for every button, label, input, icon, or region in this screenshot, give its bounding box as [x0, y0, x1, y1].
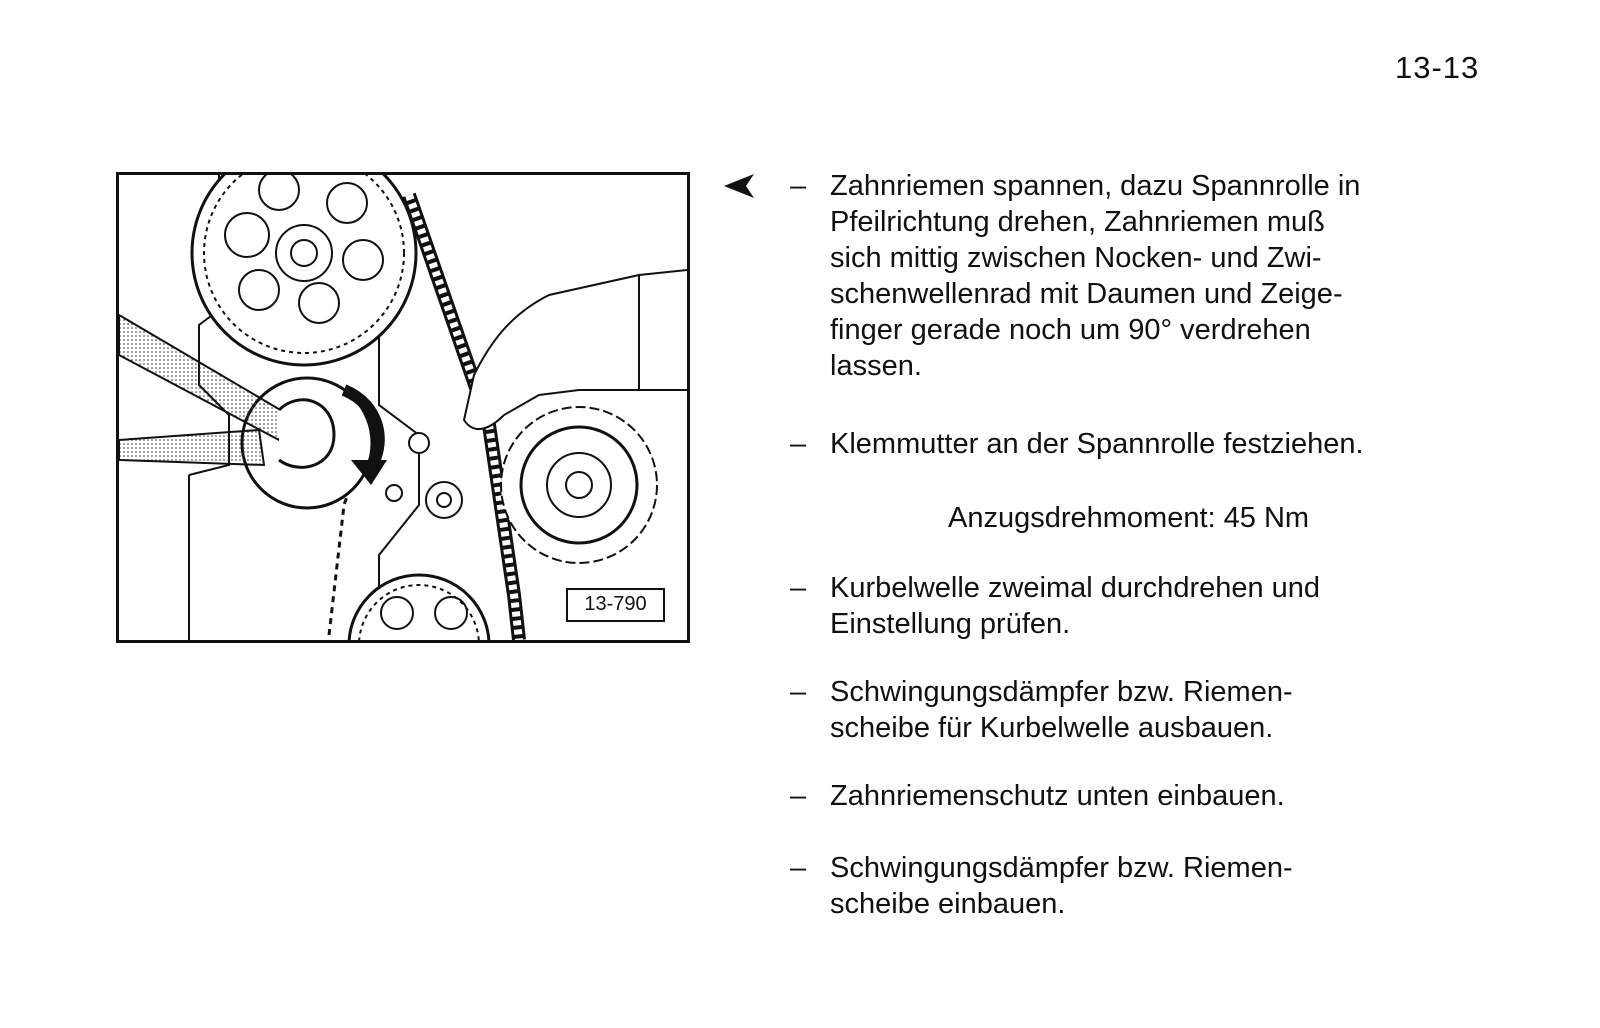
figure-code-label: 13-790	[566, 588, 665, 622]
alternator-pulley-icon	[501, 407, 657, 563]
step-text: Klemmutter an der Spannrolle festziehen.	[830, 428, 1364, 460]
list-dash: –	[790, 676, 807, 708]
hand-icon	[464, 270, 687, 429]
page-number: 13-13	[1395, 50, 1480, 85]
instruction-step	[790, 674, 1510, 746]
technical-illustration	[116, 172, 690, 643]
list-dash: –	[790, 852, 807, 884]
step-text: Schwingungsdämpfer bzw. Riemen- scheibe für Kurbelwelle ausbauen.	[830, 676, 1293, 744]
list-dash: –	[790, 780, 807, 812]
torque-spec: Anzugsdrehmoment: 45 Nm	[948, 502, 1310, 534]
intermediate-sprocket-icon	[349, 575, 489, 640]
instruction-step	[790, 850, 1510, 922]
list-dash: –	[790, 170, 807, 202]
camshaft-sprocket-icon	[192, 175, 416, 365]
instruction-step	[790, 778, 1510, 814]
step-text: Zahnriemenschutz unten einbauen.	[830, 780, 1285, 812]
illustration-drawing	[119, 175, 687, 640]
step-text: Schwingungsdämpfer bzw. Riemen- scheibe einbauen.	[830, 852, 1293, 920]
pointer-arrow-icon	[724, 172, 758, 200]
instruction-step	[790, 426, 1510, 462]
list-dash: –	[790, 428, 807, 460]
instruction-step	[790, 168, 1510, 384]
list-dash: –	[790, 572, 807, 604]
step-text: Zahnriemen spannen, dazu Spannrolle in Pfeilrichtung drehen, Zahnriemen muß sich mittig zwischen Nocken- und Zwi- schenwellenrad mit Daumen und Zeige- finger gerade noch um 90° verdrehen lassen.	[830, 170, 1361, 382]
instruction-step	[790, 570, 1510, 642]
step-text: Kurbelwelle zweimal durchdrehen und Einstellung prüfen.	[830, 572, 1321, 640]
